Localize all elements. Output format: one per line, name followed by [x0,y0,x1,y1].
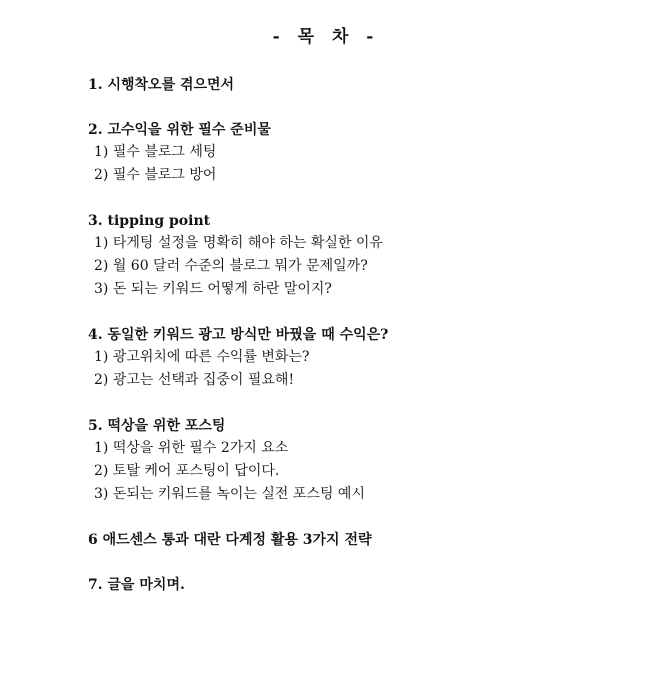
subsection-item: 1) 타게팅 설정을 명확히 해야 하는 확실한 이유 [94,235,383,251]
toc-section-2 [88,119,628,187]
toc-section-7 [88,574,628,596]
subsection-item: 1) 광고위치에 따른 수익률 변화는? [94,349,310,365]
section-heading: 4. 동일한 키워드 광고 방식만 바꿨을 때 수익은? [88,327,389,343]
toc-section-3 [88,210,628,301]
section-heading: 5. 떡상을 위한 포스팅 [88,418,226,434]
subsection-item: 2) 월 60 달러 수준의 블로그 뭐가 문제일까? [94,258,368,274]
subsection-item: 2) 필수 블로그 방어 [94,167,217,183]
section-heading: 6 애드센스 통과 대란 다계정 활용 3가지 전략 [88,532,372,548]
subsection-item: 3) 돈되는 키워드를 녹이는 실전 포스팅 예시 [94,486,365,502]
subsection-item: 1) 떡상을 위한 필수 2가지 요소 [94,440,289,456]
toc-section-6 [88,529,628,551]
table-of-contents [88,74,628,596]
subsection-item: 1) 필수 블로그 세팅 [94,144,217,160]
section-heading: 3. tipping point [88,213,211,229]
subsection-item: 2) 토탈 케어 포스팅이 답이다. [94,463,280,479]
section-heading: 2. 고수익을 위한 필수 준비물 [88,122,271,138]
toc-section-1 [88,74,628,96]
subsection-item: 2) 광고는 선택과 집중이 필요해! [94,372,295,388]
toc-title: - 목 차 - [272,27,380,47]
section-heading: 7. 글을 마치며. [88,577,185,593]
subsection-item: 3) 돈 되는 키워드 어떻게 하란 말이지? [94,281,332,297]
section-heading: 1. 시행착오를 겪으면서 [88,77,235,93]
toc-section-5 [88,415,628,506]
toc-section-4 [88,324,628,392]
